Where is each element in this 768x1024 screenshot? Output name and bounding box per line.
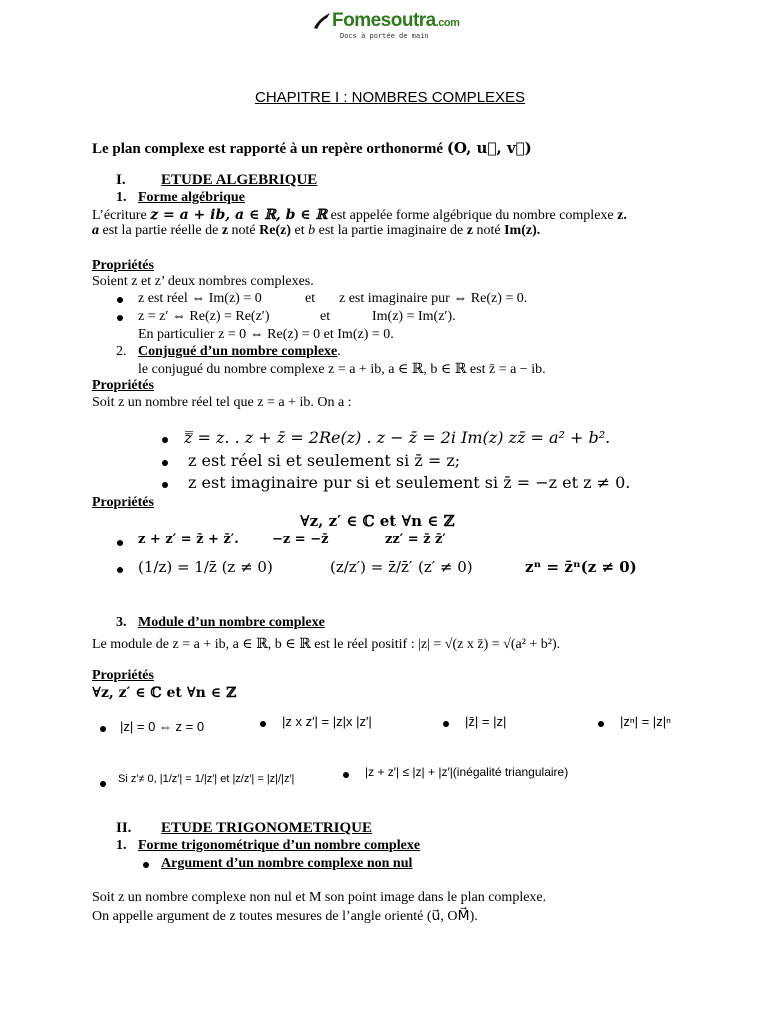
zero-condition: En particulier z = 0 ⇔ Re(z) = 0 et Im(z) = 0.	[138, 327, 394, 342]
conjugate-properties: z̿ = z. . z + z̄ = 2Re(z) . z − z̄ = 2i Im(z) zz̄ = a² + b².	[184, 428, 611, 447]
sub-1-title: Forme algébrique	[138, 190, 245, 205]
quantifier-line-2: ∀z, z′ ∈ ℂ et ∀n ∈ ℤ	[92, 685, 237, 701]
bullet-icon	[100, 726, 106, 732]
imaginary-condition: z est imaginaire pur ⇔ Re(z) = 0.	[339, 291, 528, 306]
bullet-icon	[260, 721, 266, 727]
conjugate-definition: le conjugué du nombre complexe z = a + ib, a ∈ ℝ, b ∈ ℝ est z̄ = a − ib.	[138, 362, 546, 377]
module-zero: |z| = 0 ⇔ z = 0	[120, 719, 205, 734]
bullet-icon	[443, 721, 449, 727]
bullet-icon	[117, 540, 123, 546]
properties-heading-4: Propriétés	[92, 668, 154, 683]
bullet-icon	[162, 482, 168, 488]
logo-brand: Fomesoutra.com	[332, 10, 460, 31]
real-condition: z est réel ⇔ Im(z) = 0	[138, 291, 262, 306]
chapter-title: CHAPITRE I : NOMBRES COMPLEXES	[255, 89, 526, 106]
real-iff: z est réel si et seulement si z̄ = z;	[188, 451, 461, 470]
et-connector: et	[305, 291, 316, 306]
conjugate-product: zz′ = z̄ z̄′	[385, 532, 446, 547]
bullet-icon	[100, 781, 106, 787]
section-1-number: I.	[116, 172, 126, 188]
sub-3-number: 3.	[116, 615, 127, 630]
sub-2-title: Conjugué d’un nombre complexe	[138, 344, 338, 359]
sub-2-number: 2.	[116, 344, 127, 359]
properties-heading-2: Propriétés	[92, 378, 154, 393]
conjugate-quotient: (z/z′) = z̄/z̄′	[330, 558, 413, 576]
properties-heading-3: Propriétés	[92, 495, 154, 510]
sub-1-number: 1.	[116, 190, 127, 205]
section-2-title: ETUDE TRIGONOMETRIQUE	[161, 820, 373, 836]
real-imag-part-line: a est la partie réelle de z noté Re(z) et b est la partie imaginaire de z noté Im(z).	[92, 223, 541, 238]
conjugate-power: zⁿ = z̄ⁿ(z ≠ 0)	[525, 558, 637, 576]
argument-intro: Soit z un nombre complexe non nul et M son point image dans le plan complexe.	[92, 890, 547, 905]
sec2-sub-1-title: Forme trigonométrique d’un nombre complexe	[138, 838, 421, 853]
properties-heading-1: Propriétés	[92, 258, 154, 273]
sec2-sub-1-number: 1.	[116, 838, 127, 853]
bullet-icon	[143, 862, 149, 868]
properties-intro-2: Soit z un nombre réel tel que z = a + ib. On a :	[92, 395, 352, 410]
properties-intro-1: Soient z et z’ deux nombres complexes.	[92, 274, 314, 289]
conjugate-negation: −z = −z̄	[272, 532, 329, 547]
module-conjugate: |z̄| = |z|	[465, 714, 507, 729]
algebraic-form-line: L’écriture z = a + ib, a ∈ ℝ, b ∈ ℝ est appelée forme algébrique du nombre complexe z.	[92, 207, 627, 223]
argument-heading: Argument d’un nombre complexe non nul	[161, 856, 413, 871]
imaginary-iff: z est imaginaire pur si et seulement si z̄ = −z et z ≠ 0.	[188, 473, 631, 492]
sub-2-title-wrap: Conjugué d’un nombre complexe.	[138, 344, 341, 359]
sub-3-title: Module d’un nombre complexe	[138, 615, 325, 630]
argument-definition: On appelle argument de z toutes mesures de l’angle orienté (u⃗, OM⃗).	[92, 909, 478, 924]
module-quotient: Si z′≠ 0, |1/z′| = 1/|z′| et |z/z′| = |z|/|z′|	[118, 773, 295, 785]
module-product: |z x z′| = |z|x |z′|	[282, 714, 372, 729]
et-connector: et	[320, 309, 331, 324]
fomesoutra-logo	[312, 8, 458, 44]
bullet-icon	[162, 460, 168, 466]
module-definition: Le module de z = a + ib, a ∈ ℝ, b ∈ ℝ est le réel positif : |z| = √(z x z̄) = √(a² + b²).	[92, 637, 561, 652]
logo-tagline: Docs à portée de main	[340, 32, 429, 40]
quantifier-line-1: ∀z, z′ ∈ ℂ et ∀n ∈ ℤ	[300, 512, 455, 530]
conjugate-sum: z + z′ = z̄ + z̄′.	[138, 532, 239, 547]
conjugate-inverse: (1/z) = 1/z̄ (z ≠ 0)	[138, 558, 273, 576]
section-2-number: II.	[116, 820, 132, 836]
bullet-icon	[162, 437, 168, 443]
module-power: |zⁿ| = |z|ⁿ	[620, 714, 671, 729]
bullet-icon	[117, 315, 123, 321]
intro-line: Le plan complexe est rapporté à un repère orthonormé (O, u⃗, v⃗)	[92, 139, 532, 157]
triangle-inequality: |z + z′| ≤ |z| + |z′|(inégalité triangulaire)	[365, 765, 569, 779]
bullet-icon	[117, 567, 123, 573]
bullet-icon	[117, 297, 123, 303]
bullet-icon	[598, 721, 604, 727]
section-1-title: ETUDE ALGEBRIQUE	[161, 172, 318, 188]
equality-condition: z = z′ ⇔ Re(z) = Re(z′)	[138, 309, 270, 324]
equality-imag: Im(z) = Im(z′).	[372, 309, 456, 324]
logo-swoosh-icon	[312, 10, 332, 32]
quotient-condition: (z′ ≠ 0)	[418, 558, 473, 576]
bullet-icon	[343, 772, 349, 778]
